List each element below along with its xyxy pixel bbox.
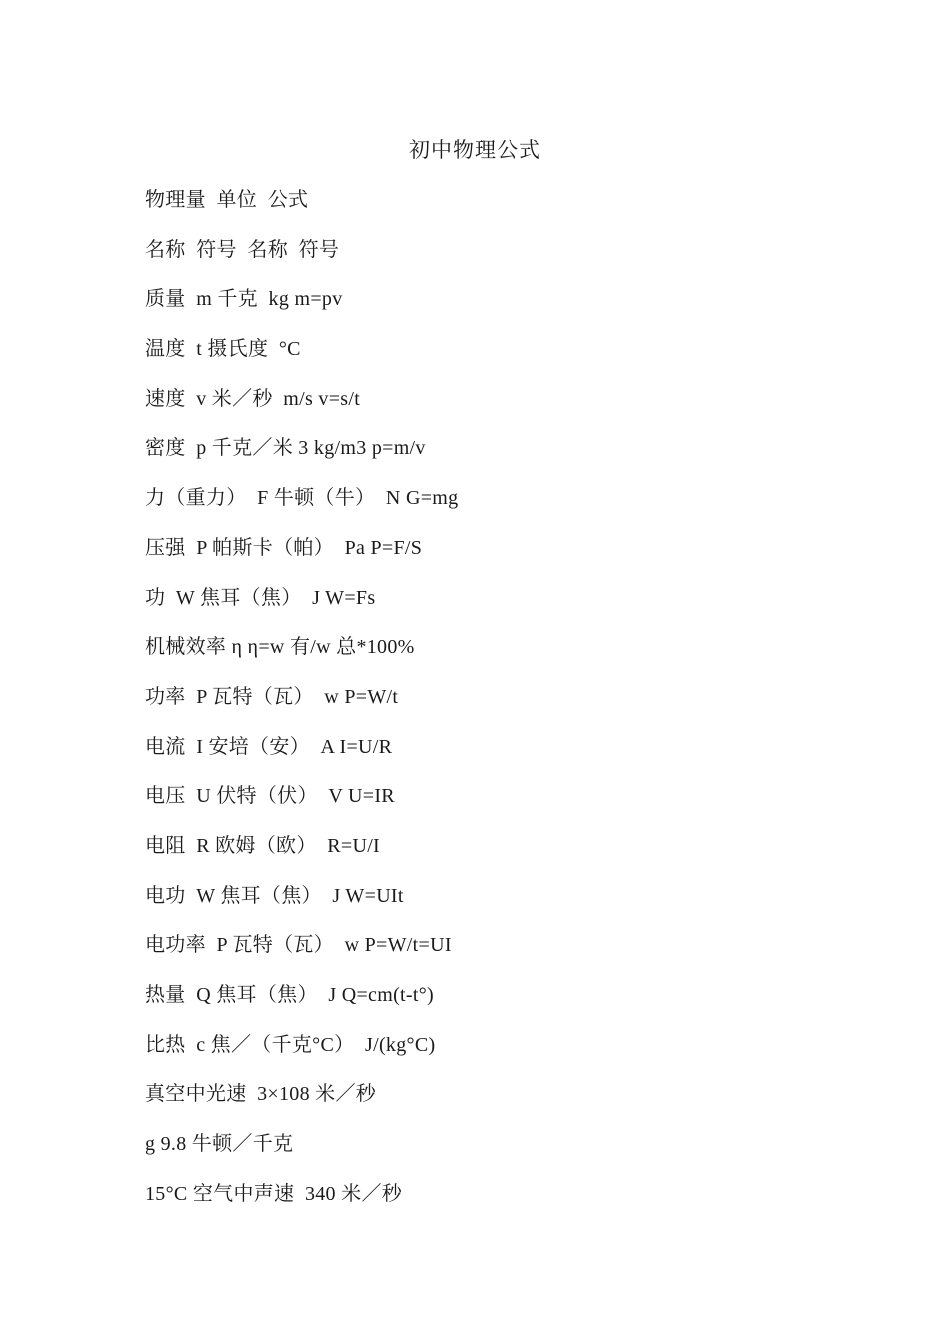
text-line: 名称 符号 名称 符号 [145, 238, 340, 261]
text-line: 真空中光速 3×108 米／秒 [145, 1083, 377, 1106]
text-line: 压强 P 帕斯卡（帕） Pa P=F/S [145, 536, 423, 559]
text-line: 电功率 P 瓦特（瓦） w P=W/t=UI [145, 934, 452, 957]
text-line: 力（重力） F 牛顿（牛） N G=mg [145, 487, 459, 510]
text-line: 密度 p 千克／米 3 kg/m3 p=m/v [145, 437, 426, 460]
text-line: 比热 c 焦／（千克°C） J/(kg°C) [145, 1033, 436, 1056]
text-line: 温度 t 摄氏度 °C [145, 338, 301, 361]
text-line: 15°C 空气中声速 340 米／秒 [145, 1182, 403, 1205]
text-line: 物理量 单位 公式 [145, 189, 309, 211]
text-line: 电阻 R 欧姆（欧） R=U/I [145, 834, 381, 857]
document-title: 初中物理公式 [409, 138, 541, 162]
text-line: 电功 W 焦耳（焦） J W=UIt [145, 884, 404, 907]
formula-list [145, 184, 845, 1227]
text-line: 功率 P 瓦特（瓦） w P=W/t [145, 685, 399, 708]
text-line: 电流 I 安培（安） A I=U/R [145, 735, 393, 758]
text-line: 机械效率 η η=w 有/w 总*100% [145, 636, 415, 659]
text-line: 功 W 焦耳（焦） J W=Fs [145, 586, 376, 609]
text-line: 速度 v 米／秒 m/s v=s/t [145, 387, 361, 410]
text-line: 电压 U 伏特（伏） V U=IR [145, 785, 395, 808]
text-line: 热量 Q 焦耳（焦） J Q=cm(t-t°) [145, 984, 434, 1006]
text-line: g 9.8 牛顿／千克 [145, 1133, 294, 1156]
text-line: 质量 m 千克 kg m=pv [145, 288, 343, 311]
